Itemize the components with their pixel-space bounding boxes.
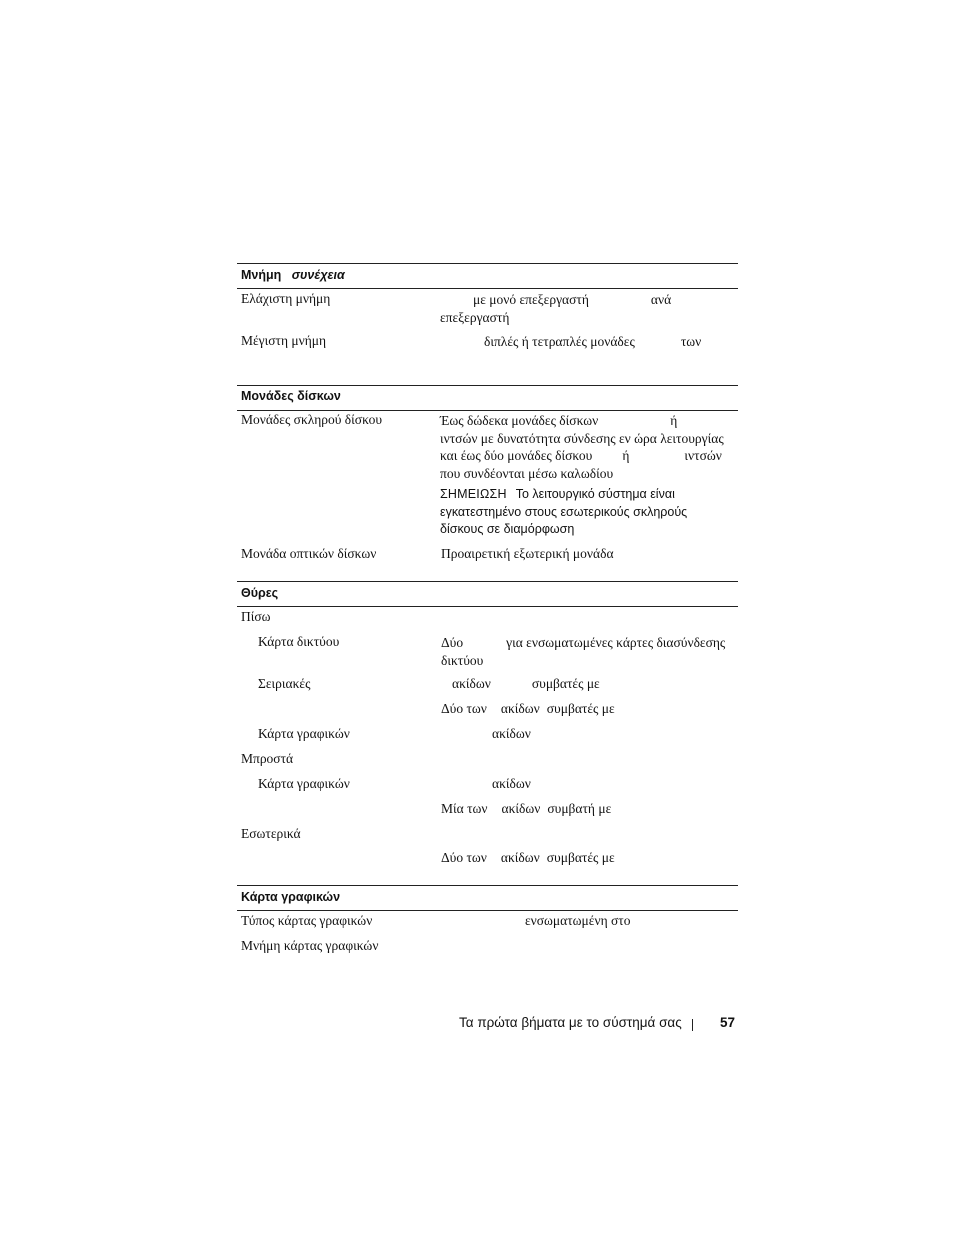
nic-value: Δύο για ενσωματωμένες κάρτες διασύνδεσης δικτύου bbox=[441, 635, 726, 668]
section-rule-bottom bbox=[237, 606, 738, 607]
max-memory-value: διπλές ή τετραπλές μονάδες των bbox=[484, 334, 702, 349]
max-memory-label: Μέγιστη μνήμη bbox=[241, 333, 327, 348]
memory-title: Μνήμη bbox=[241, 268, 282, 282]
serial-value: ακίδων συμβατές με bbox=[452, 676, 600, 691]
back-video-label: Κάρτα γραφικών bbox=[258, 726, 350, 741]
ports-internal-label: Εσωτερικά bbox=[241, 826, 301, 841]
memory-title-continued: συνέχεια bbox=[291, 268, 345, 282]
graphics-type-value: ενσωματωμένη στο bbox=[525, 913, 631, 928]
hdd-label: Μονάδες σκληρού δίσκου bbox=[241, 412, 383, 427]
front-video-label: Κάρτα γραφικών bbox=[258, 776, 350, 791]
back-usb-value: Δύο των ακίδων συμβατές με bbox=[441, 701, 615, 716]
drives-section-header: Μονάδες δίσκων bbox=[241, 389, 341, 403]
section-rule-bottom bbox=[237, 288, 738, 289]
footer-chapter-title: Τα πρώτα βήματα με το σύστημά σας bbox=[459, 1015, 682, 1030]
optical-drive-label: Μονάδα οπτικών δίσκων bbox=[241, 546, 377, 561]
optical-drive-value: Προαιρετική εξωτερική μονάδα bbox=[441, 546, 614, 561]
ports-back-label: Πίσω bbox=[241, 609, 271, 624]
front-video-value: ακίδων bbox=[492, 776, 531, 791]
section-rule-bottom bbox=[237, 910, 738, 911]
section-rule-top bbox=[237, 263, 738, 264]
internal-usb-value: Δύο των ακίδων συμβατές με bbox=[441, 850, 615, 865]
section-rule-top bbox=[237, 581, 738, 582]
back-video-value: ακίδων bbox=[492, 726, 531, 741]
ports-section-header: Θύρες bbox=[241, 586, 279, 600]
section-rule-top bbox=[237, 385, 738, 386]
front-usb-value: Μία των ακίδων συμβατή με bbox=[441, 801, 612, 816]
hdd-note: ΣΗΜΕΙΩΣΗ Το λειτουργικό σύστημα είναι εγκατεστημένο στους εσωτερικούς σκληρούς δίσκους σε διαμόρφωση bbox=[440, 487, 688, 536]
min-memory-label: Ελάχιστη μνήμη bbox=[241, 291, 331, 306]
memory-section-header bbox=[241, 268, 345, 282]
note-label: ΣΗΜΕΙΩΣΗ bbox=[440, 487, 507, 501]
graphics-type-label: Τύπος κάρτας γραφικών bbox=[241, 913, 373, 928]
page-number: 57 bbox=[720, 1015, 736, 1030]
graphics-memory-label: Μνήμη κάρτας γραφικών bbox=[241, 938, 379, 953]
section-rule-top bbox=[237, 885, 738, 886]
ports-front-label: Μπροστά bbox=[241, 751, 294, 766]
hdd-value: Έως δώδεκα μονάδες δίσκων ή ιντσών με δυνατότητα σύνδεσης εν ώρα λειτουργίας και έως δύο μονάδες δίσκου ή ιντσών που συνδέονται μέσω καλωδίου bbox=[440, 413, 724, 481]
graphics-section-header: Κάρτα γραφικών bbox=[241, 890, 341, 904]
min-memory-value: με μονό επεξεργαστή ανά επεξεργαστή bbox=[440, 292, 672, 325]
serial-label: Σειριακές bbox=[258, 676, 311, 691]
section-rule-bottom bbox=[237, 410, 738, 411]
footer-separator bbox=[692, 1019, 693, 1031]
nic-label: Κάρτα δικτύου bbox=[258, 634, 340, 649]
